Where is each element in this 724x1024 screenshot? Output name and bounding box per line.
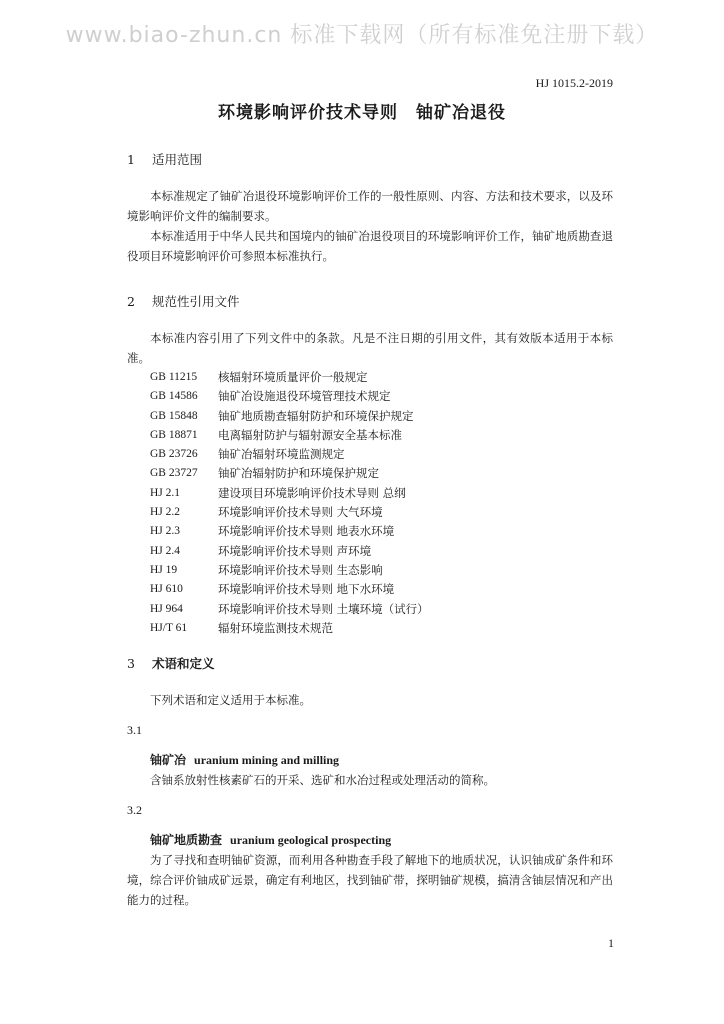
section-heading-normative-references: [127, 292, 613, 312]
reference-item: [150, 542, 613, 561]
reference-code: GB 15848: [150, 409, 198, 422]
reference-code: HJ 2.4: [150, 544, 181, 557]
reference-item: [150, 407, 613, 426]
reference-code: GB 23727: [150, 467, 198, 480]
standard-code: HJ 1015.2-2019: [535, 76, 613, 90]
page-number: 1: [608, 936, 614, 950]
reference-code: GB 23726: [150, 448, 198, 461]
watermark: www.biao-zhun.cn 标准下载网（所有标准免注册下载）: [65, 23, 659, 48]
clause-number: 3.2: [127, 803, 142, 818]
document-title: 环境影响评价技术导则 铀矿冶退役: [218, 103, 506, 123]
reference-item: [150, 503, 613, 522]
reference-item: [150, 464, 613, 483]
reference-title: 辐射环境监测技术规范: [218, 620, 333, 635]
reference-code: HJ 2.1: [150, 486, 181, 499]
term-chinese: 铀矿地质勘查: [150, 833, 223, 848]
term-english: uranium geological prospecting: [230, 833, 392, 848]
reference-item: [150, 484, 613, 503]
references-intro: 本标准内容引用了下列文件中的条款。凡是不注日期的引用文件，其有效版本适用于本标准。: [127, 331, 613, 365]
reference-item: [150, 387, 613, 406]
page-body: [127, 150, 613, 910]
section-title: 术语和定义: [152, 656, 215, 672]
reference-title: 电离辐射防护与辐射源安全基本标准: [218, 427, 402, 442]
reference-item: [150, 426, 613, 445]
reference-title: 环境影响评价技术导则 大气环境: [218, 505, 383, 520]
section-number: 1: [127, 152, 135, 167]
reference-title: 铀矿冶设施退役环境管理技术规定: [218, 389, 391, 404]
reference-code: GB 18871: [150, 428, 198, 441]
reference-title: 建设项目环境影响评价技术导则 总纲: [218, 485, 406, 500]
section-heading-scope: [127, 150, 613, 170]
term-chinese: 铀矿冶: [150, 753, 187, 768]
reference-title: 环境影响评价技术导则 声环境: [218, 543, 372, 558]
reference-title: 铀矿冶辐射防护和环境保护规定: [218, 466, 379, 481]
reference-code: HJ/T 61: [150, 621, 188, 634]
term-definition: 含铀系放射性核素矿石的开采、选矿和水冶过程或处理活动的简称。: [150, 773, 495, 788]
reference-code: HJ 2.2: [150, 506, 181, 519]
term-heading: [150, 830, 613, 850]
section-title: 适用范围: [152, 152, 203, 167]
reference-item: [150, 580, 613, 599]
section-number: 2: [127, 294, 135, 309]
reference-title: 环境影响评价技术导则 生态影响: [218, 562, 383, 577]
reference-code: HJ 964: [150, 602, 183, 615]
reference-code: HJ 610: [150, 583, 183, 596]
reference-title: 核辐射环境质量评价一般规定: [218, 370, 368, 384]
scope-paragraph-1: 本标准规定了铀矿冶退役环境影响评价工作的一般性原则、内容、方法和技术要求，以及环境影响评价文件的编制要求。: [127, 189, 613, 223]
term-definition: 为了寻找和查明铀矿资源，而利用各种勘查手段了解地下的地质状况，认识铀成矿条件和环境，综合评价铀成矿远景，确定有利地区，找到铀矿带，探明铀矿规模，搞清含铀层情况和产出能力的过程。: [127, 853, 613, 908]
reference-code: HJ 19: [150, 563, 178, 576]
term-heading: [150, 750, 613, 770]
term-english: uranium mining and milling: [194, 753, 340, 768]
reference-title: 环境影响评价技术导则 地下水环境: [218, 582, 395, 597]
reference-item: [150, 522, 613, 541]
reference-code: GB 14586: [150, 390, 198, 403]
reference-list: [150, 368, 613, 638]
reference-title: 铀矿地质勘查辐射防护和环境保护规定: [218, 408, 414, 423]
reference-title: 铀矿冶辐射环境监测规定: [218, 447, 345, 462]
reference-item: [150, 368, 613, 387]
reference-title: 环境影响评价技术导则 地表水环境: [218, 524, 395, 539]
reference-code: HJ 2.3: [150, 525, 181, 538]
reference-item: [150, 445, 613, 464]
section-heading-terms: [127, 654, 613, 674]
section-number: 3: [127, 656, 135, 672]
reference-item: [150, 600, 613, 619]
clause-number: 3.1: [127, 723, 142, 738]
reference-code: GB 11215: [150, 371, 198, 383]
reference-item: [150, 619, 613, 638]
scope-paragraph-2: 本标准适用于中华人民共和国境内的铀矿冶退役项目的环境影响评价工作，铀矿地质勘查退役项目环境影响评价可参照本标准执行。: [127, 229, 613, 263]
reference-item: [150, 561, 613, 580]
terms-intro: 下列术语和定义适用于本标准。: [150, 693, 311, 708]
reference-title: 环境影响评价技术导则 土壤环境（试行）: [218, 601, 429, 616]
section-title: 规范性引用文件: [152, 294, 240, 309]
